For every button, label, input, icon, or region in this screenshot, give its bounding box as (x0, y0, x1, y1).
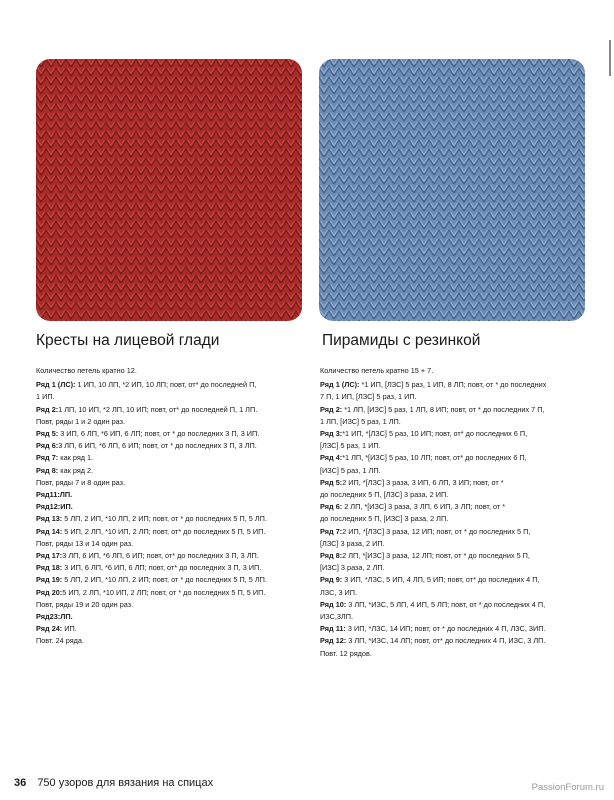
row-label: Ряд 7: (36, 453, 59, 463)
row-label: Ряд 7: (320, 526, 343, 536)
row-label: Ряд11:ЛП. (36, 490, 73, 500)
instruction-line (320, 404, 586, 416)
instruction-line (320, 562, 586, 574)
row-text: [ЛЗС] 5 раз, 1 ИП. (320, 441, 381, 451)
row-text: 3 ИП, 6 ЛП, *6 ИП, 6 ЛП; повт, от * до последних 3 П, 3 ИП. (58, 429, 260, 439)
instruction-line (36, 623, 298, 635)
instruction-line (320, 489, 586, 501)
instruction-line (320, 416, 586, 428)
row-label: Ряд 24: (36, 624, 63, 634)
row-label: Ряд 12: (320, 636, 347, 646)
row-text: 5 ИП, 2 ЛП, *10 ИП, 2 ЛП; повт, от* до последних 5 П, 5 ИП. (62, 526, 266, 536)
instruction-line (36, 635, 298, 647)
row-text: 3 ИП, *ЛЗС, 5 ИП, 4 ЛП, 5 ИП; повт, от* до последних 4 П, (342, 575, 540, 585)
row-text: 3 ИП, *ЛЗС, 14 ИП; повт, от * до последних 4 П, ЛЗС, 3ИП. (345, 624, 546, 634)
row-text: 3 ЛП, 6 ИП, *6 ЛП, 6 ИП; повт, от* до последних 3 П, 3 ЛП. (62, 551, 259, 561)
instruction-line (320, 440, 586, 452)
row-text: ЛЗС, 3 ИП. (320, 587, 358, 597)
row-text: Повт, ряды 13 и 14 один раз. (36, 538, 134, 548)
instruction-line (36, 550, 298, 562)
row-label: Ряд 5: (36, 429, 59, 439)
row-text: до последних 5 П, [ИЗС] 3 раза, 2 ЛП. (320, 514, 449, 524)
instruction-line (320, 635, 586, 647)
row-text: 3 ЛП, *ИЗС, 5 ЛП, 4 ИП, 5 ЛП; повт, от * до последних 4 П, (346, 599, 546, 609)
watermark: PassionForum.ru (531, 782, 604, 793)
row-text: 5 ИП, 2 ЛП, *10 ИП, 2 ЛП; повт, от * до последних 5 П, 5 ИП. (62, 587, 266, 597)
instruction-line (36, 538, 298, 550)
stitch-count: Количество петель кратно 12. (36, 366, 137, 375)
row-text: до последних 5 П, [ЛЗС] 3 раза, 2 ИП. (320, 490, 449, 500)
row-text: 1 ИП, 10 ЛП, *2 ИП, 10 ЛП; повт, от* до последней П, (75, 380, 257, 390)
instruction-line (36, 574, 298, 586)
instruction-line (320, 587, 586, 599)
row-label: Ряд 18: (36, 563, 63, 573)
row-label: Ряд 9: (320, 575, 343, 585)
instruction-line (36, 489, 298, 501)
instruction-line (320, 574, 586, 586)
row-label: Ряд 2: (36, 404, 59, 414)
instruction-line (320, 623, 586, 635)
page-number: 36 (14, 777, 27, 789)
row-label: Ряд 5: (320, 477, 343, 487)
row-text: 3 ЛП, 6 ИП, *6 ЛП, 6 ИП; повт, от * до последних 3 П, 3 ЛП. (58, 441, 257, 451)
instruction-line (320, 550, 586, 562)
instruction-line (36, 440, 298, 452)
row-label: Ряд 10: (320, 599, 347, 609)
instruction-line (36, 416, 298, 428)
row-label: Ряд23:ЛП. (36, 612, 73, 622)
instruction-line (36, 611, 298, 623)
instruction-line (320, 538, 586, 550)
row-text: 3 ЛП, *ИЗС, 14 ЛП; повт, от* до последних 4 П, ИЗС, 3 ЛП. (346, 636, 546, 646)
pattern-title-crosses: Кресты на лицевой глади (36, 332, 220, 349)
instruction-line (320, 465, 586, 477)
row-label: Ряд 13: (36, 514, 63, 524)
page-footer (14, 777, 213, 789)
row-label: Ряд 11: (320, 624, 346, 634)
row-label: Ряд 6: (36, 441, 59, 451)
instruction-line (36, 428, 298, 440)
row-text: 1 ЛП, 10 ИП, *2 ЛП, 10 ИП; повт, от* до последней П, 1 ЛП. (58, 404, 258, 414)
row-text: 2 ЛП, *[ИЗС] 3 раза, 3 ЛП, 6 ИП, 3 ЛП; повт, от * (342, 502, 506, 512)
row-label: Ряд 19: (36, 575, 63, 585)
instruction-line (36, 465, 298, 477)
instruction-line (320, 648, 586, 660)
row-label: Ряд 1 (ЛС): (320, 380, 360, 390)
row-text: *1 ЛП, [ИЗС] 5 раз, 1 ЛП, 8 ИП; повт, от * до последних 7 П, (342, 404, 545, 414)
instructions-crosses (36, 365, 298, 648)
row-text: Повт, ряды 1 и 2 один раз. (36, 416, 126, 426)
row-text: 1 ИП. (36, 392, 55, 402)
row-label: Ряд 20: (36, 587, 63, 597)
instruction-line (320, 611, 586, 623)
instruction-line (36, 452, 298, 464)
row-label: Ряд 1 (ЛС): (36, 380, 76, 390)
row-label: Ряд 6: (320, 502, 343, 512)
row-text: Повт, ряды 19 и 20 один раз. (36, 599, 134, 609)
instruction-line (320, 477, 586, 489)
row-text: [ИЗС] 3 раза, 2 ЛП. (320, 563, 385, 573)
row-text: 2 ЛП, *[ИЗС] 3 раза, 12 ЛП; повт, от * до последних 5 П, (342, 551, 530, 561)
pattern-title-pyramids: Пирамиды с резинкой (322, 332, 481, 349)
instructions-pyramids (320, 365, 586, 660)
instruction-line (36, 501, 298, 513)
row-label: Ряд 8: (320, 551, 343, 561)
instruction-line (36, 526, 298, 538)
book-title: 750 узоров для вязания на спицах (37, 777, 214, 789)
row-text: *1 ИП, [ЛЗС] 5 раз, 1 ИП, 8 ЛП; повт, от * до последних (359, 380, 547, 390)
row-text: *1 ЛП, *[ИЗС] 5 раз, 10 ЛП; повт, от* до последних 6 П, (342, 453, 527, 463)
instruction-line (36, 379, 298, 391)
row-text: как ряд 1. (58, 453, 94, 463)
row-text: 3 ИП, 6 ЛП, *6 ИП, 6 ЛП; повт, от* до последних 3 П, 3 ИП. (62, 563, 262, 573)
blue-knit-swatch-photo (319, 59, 585, 321)
row-text: [ЛЗС] 3 раза, 2 ИП. (320, 538, 385, 548)
row-text: ИП. (62, 624, 77, 634)
instruction-line (36, 587, 298, 599)
instruction-line (320, 501, 586, 513)
instruction-line (320, 379, 586, 391)
row-text: *1 ИП, *[ЛЗС] 5 раз, 10 ИП; повт, от* до последних 6 П, (342, 429, 528, 439)
instruction-line (320, 452, 586, 464)
margin-marker (609, 40, 611, 76)
row-text: 1 ЛП, [ИЗС] 5 раз, 1 ЛП. (320, 416, 401, 426)
instruction-line (320, 513, 586, 525)
instruction-line (36, 562, 298, 574)
row-text: Повт. 12 рядов. (320, 648, 372, 658)
instruction-line (320, 526, 586, 538)
instruction-line (36, 477, 298, 489)
row-text: 7 П, 1 ИП, [ЛЗС] 5 раз, 1 ИП. (320, 392, 417, 402)
instruction-line (320, 428, 586, 440)
instruction-line (36, 513, 298, 525)
row-label: Ряд 14: (36, 526, 63, 536)
row-text: 2 ИП, *[ЛЗС] 3 раза, 12 ИП; повт, от * до последних 5 П, (342, 526, 531, 536)
instruction-line (36, 391, 298, 403)
red-knit-swatch-photo (36, 59, 302, 321)
instruction-line (320, 599, 586, 611)
row-text: 5 ЛП, 2 ИП, *10 ЛП, 2 ИП; повт, от * до последних 5 П, 5 ЛП. (62, 575, 267, 585)
row-label: Ряд 8: (36, 465, 59, 475)
row-label: Ряд 17: (36, 551, 63, 561)
instruction-line (320, 391, 586, 403)
row-text: [ИЗС] 5 раз, 1 ЛП. (320, 465, 381, 475)
stitch-count: Количество петель кратно 15 + 7. (320, 366, 434, 375)
row-label: Ряд 4: (320, 453, 343, 463)
row-text: 5 ЛП, 2 ИП, *10 ЛП, 2 ИП; повт, от * до последних 5 П, 5 ЛП. (62, 514, 267, 524)
row-label: Ряд 3: (320, 429, 343, 439)
instruction-line (36, 404, 298, 416)
row-label: Ряд 2: (320, 404, 343, 414)
row-text: Повт, ряды 7 и 8 один раз. (36, 477, 126, 487)
row-text: Повт. 24 ряда. (36, 636, 85, 646)
row-text: 2 ИП, *[ЛЗС] 3 раза, 3 ИП, 6 ЛП, 3 ИП; повт, от * (342, 477, 504, 487)
instruction-line (36, 599, 298, 611)
row-text: как ряд 2. (58, 465, 94, 475)
row-text: ИЗС,3ЛП. (320, 612, 353, 622)
row-label: Ряд12:ИП. (36, 502, 73, 512)
